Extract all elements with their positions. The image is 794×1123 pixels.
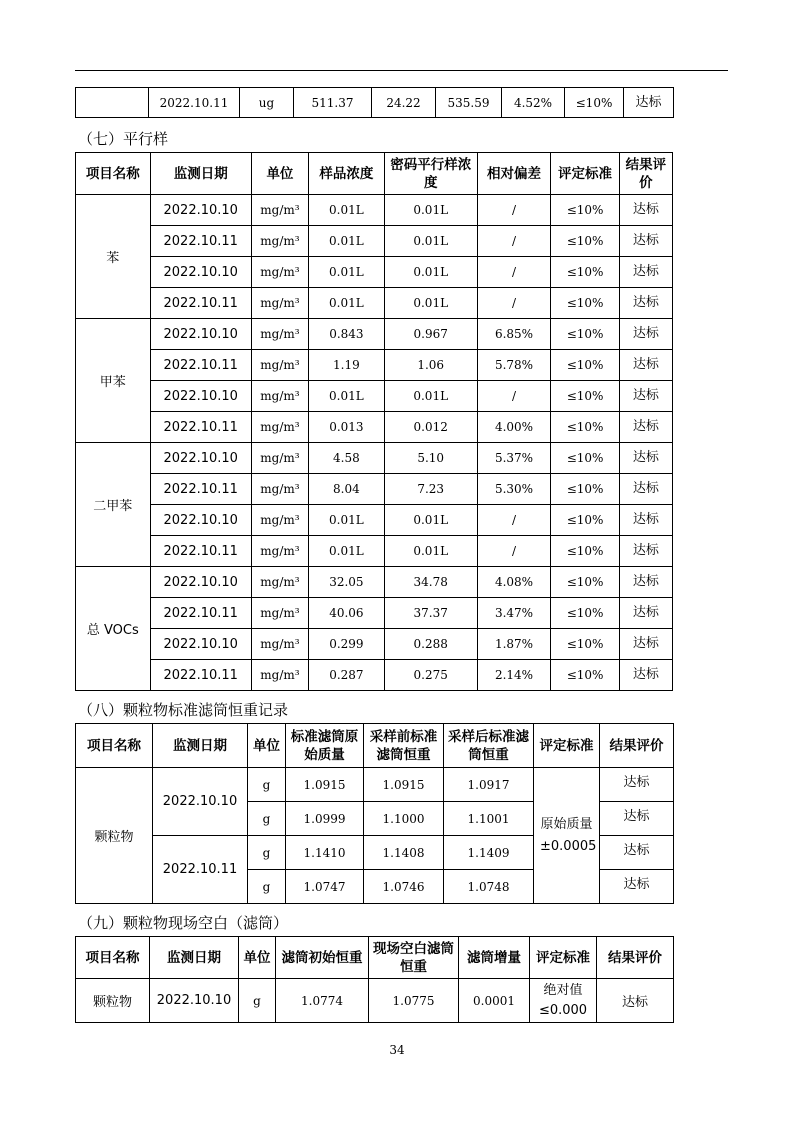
item-name-cell: 二甲苯 bbox=[76, 443, 151, 567]
date-cell: 2022.10.10 bbox=[150, 443, 251, 474]
value-cell: 1.06 bbox=[384, 350, 477, 381]
date-cell: 2022.10.10 bbox=[150, 381, 251, 412]
continued-table bbox=[75, 87, 674, 118]
value-cell: 0.01L bbox=[384, 195, 477, 226]
value-cell: 32.05 bbox=[309, 567, 385, 598]
standard-cell: ≤10% bbox=[551, 412, 619, 443]
date-cell: 2022.10.10 bbox=[150, 505, 251, 536]
standard-cell: ≤10% bbox=[551, 660, 619, 691]
value-cell: 1.0774 bbox=[276, 979, 369, 1023]
result-cell: 达标 bbox=[600, 836, 674, 870]
header-cell: 监测日期 bbox=[150, 153, 251, 195]
item-name-cell: 颗粒物 bbox=[76, 768, 153, 904]
deviation-cell: 6.85% bbox=[477, 319, 551, 350]
header-cell: 项目名称 bbox=[76, 937, 150, 979]
deviation-cell: 4.08% bbox=[477, 567, 551, 598]
table-row bbox=[76, 660, 673, 691]
standard-cell: ≤10% bbox=[551, 195, 619, 226]
date-cell: 2022.10.10 bbox=[150, 257, 251, 288]
header-cell: 评定标准 bbox=[534, 724, 600, 768]
header-cell: 样品浓度 bbox=[309, 153, 385, 195]
header-cell: 项目名称 bbox=[76, 153, 151, 195]
value-cell: 1.1410 bbox=[286, 836, 364, 870]
header-cell: 单位 bbox=[239, 937, 276, 979]
result-cell: 达标 bbox=[619, 381, 672, 412]
result-cell: 达标 bbox=[619, 226, 672, 257]
standard-cell: ≤10% bbox=[551, 226, 619, 257]
standard-cell: ≤10% bbox=[551, 629, 619, 660]
table-row bbox=[76, 536, 673, 567]
result-cell: 达标 bbox=[619, 350, 672, 381]
value-cell: 0.013 bbox=[309, 412, 385, 443]
value-cell: 535.59 bbox=[436, 88, 502, 118]
header-row bbox=[76, 724, 674, 768]
unit-cell: mg/m³ bbox=[251, 412, 308, 443]
unit-cell: mg/m³ bbox=[251, 381, 308, 412]
standard-cell: ≤10% bbox=[551, 350, 619, 381]
header-cell: 评定标准 bbox=[551, 153, 619, 195]
date-cell: 2022.10.11 bbox=[150, 536, 251, 567]
deviation-cell: / bbox=[477, 195, 551, 226]
value-cell: 1.19 bbox=[309, 350, 385, 381]
standard-cell: 原始质量±0.0005 bbox=[534, 768, 600, 904]
unit-cell: mg/m³ bbox=[251, 288, 308, 319]
deviation-cell: / bbox=[477, 505, 551, 536]
header-row bbox=[76, 153, 673, 195]
value-cell: 1.1409 bbox=[444, 836, 534, 870]
deviation-cell: 5.30% bbox=[477, 474, 551, 505]
standard-cell: ≤10% bbox=[551, 536, 619, 567]
result-cell: 达标 bbox=[619, 195, 672, 226]
standard-cell: 绝对值≤0.000 bbox=[530, 979, 597, 1023]
deviation-cell: 5.78% bbox=[477, 350, 551, 381]
result-cell: 达标 bbox=[619, 443, 672, 474]
result-cell: 达标 bbox=[619, 319, 672, 350]
value-cell: 1.1000 bbox=[364, 802, 444, 836]
table-row bbox=[76, 350, 673, 381]
table-row bbox=[76, 226, 673, 257]
table-row bbox=[76, 381, 673, 412]
table-row bbox=[76, 629, 673, 660]
standard-cell: ≤10% bbox=[551, 319, 619, 350]
deviation-cell: / bbox=[477, 226, 551, 257]
value-cell: 1.0747 bbox=[286, 870, 364, 904]
header-cell: 现场空白滤筒恒重 bbox=[369, 937, 459, 979]
value-cell: 0.275 bbox=[384, 660, 477, 691]
unit-cell: mg/m³ bbox=[251, 598, 308, 629]
table-row bbox=[76, 443, 673, 474]
table-row bbox=[76, 567, 673, 598]
unit-cell: g bbox=[248, 836, 286, 870]
date-cell: 2022.10.11 bbox=[150, 412, 251, 443]
item-name-cell: 总 VOCs bbox=[76, 567, 151, 691]
header-rule bbox=[75, 70, 728, 71]
result-cell: 达标 bbox=[619, 660, 672, 691]
result-cell: 达标 bbox=[619, 288, 672, 319]
header-cell: 单位 bbox=[251, 153, 308, 195]
value-cell: 0.0001 bbox=[459, 979, 530, 1023]
unit-cell: mg/m³ bbox=[251, 195, 308, 226]
table-row bbox=[76, 768, 674, 802]
deviation-cell: 2.14% bbox=[477, 660, 551, 691]
table-row bbox=[76, 319, 673, 350]
unit-cell: g bbox=[248, 870, 286, 904]
filter-weight-table bbox=[75, 723, 674, 904]
value-cell: 0.288 bbox=[384, 629, 477, 660]
value-cell: 0.01L bbox=[384, 226, 477, 257]
table-row bbox=[76, 288, 673, 319]
result-cell: 达标 bbox=[619, 536, 672, 567]
standard-cell: ≤10% bbox=[551, 598, 619, 629]
empty-cell bbox=[76, 88, 149, 118]
header-cell: 结果评价 bbox=[600, 724, 674, 768]
date-cell: 2022.10.10 bbox=[150, 979, 239, 1023]
section-title-filter-weight: （八）颗粒物标准滤筒恒重记录 bbox=[78, 701, 289, 719]
unit-cell: mg/m³ bbox=[251, 567, 308, 598]
standard-cell: ≤10% bbox=[551, 474, 619, 505]
unit-cell: mg/m³ bbox=[251, 226, 308, 257]
unit-cell: mg/m³ bbox=[251, 319, 308, 350]
value-cell: 4.58 bbox=[309, 443, 385, 474]
field-blank-table bbox=[75, 936, 674, 1023]
value-cell: 1.0917 bbox=[444, 768, 534, 802]
result-cell: 达标 bbox=[600, 768, 674, 802]
deviation-cell: 4.00% bbox=[477, 412, 551, 443]
value-cell: 24.22 bbox=[372, 88, 436, 118]
unit-cell: mg/m³ bbox=[251, 257, 308, 288]
date-cell: 2022.10.11 bbox=[150, 288, 251, 319]
deviation-cell: / bbox=[477, 257, 551, 288]
value-cell: 0.01L bbox=[309, 288, 385, 319]
value-cell: 1.0915 bbox=[364, 768, 444, 802]
date-cell: 2022.10.10 bbox=[150, 195, 251, 226]
value-cell: 1.1408 bbox=[364, 836, 444, 870]
date-cell: 2022.10.11 bbox=[150, 226, 251, 257]
unit-cell: mg/m³ bbox=[251, 629, 308, 660]
deviation-cell: 1.87% bbox=[477, 629, 551, 660]
table-row bbox=[76, 257, 673, 288]
standard-cell: ≤10% bbox=[551, 288, 619, 319]
section-title-parallel: （七）平行样 bbox=[78, 130, 169, 148]
table-row bbox=[76, 195, 673, 226]
result-cell: 达标 bbox=[597, 979, 674, 1023]
item-name-cell: 苯 bbox=[76, 195, 151, 319]
date-cell: 2022.10.10 bbox=[150, 629, 251, 660]
value-cell: 0.01L bbox=[309, 226, 385, 257]
value-cell: 0.01L bbox=[309, 536, 385, 567]
value-cell: 0.843 bbox=[309, 319, 385, 350]
header-cell: 监测日期 bbox=[153, 724, 248, 768]
standard-cell: ≤10% bbox=[551, 381, 619, 412]
date-cell: 2022.10.10 bbox=[150, 319, 251, 350]
header-cell: 滤筒增量 bbox=[459, 937, 530, 979]
header-cell: 项目名称 bbox=[76, 724, 153, 768]
deviation-cell: / bbox=[477, 536, 551, 567]
deviation-cell: / bbox=[477, 288, 551, 319]
standard-cell: ≤10% bbox=[551, 567, 619, 598]
value-cell: 0.01L bbox=[309, 257, 385, 288]
result-cell: 达标 bbox=[600, 802, 674, 836]
date-cell: 2022.10.10 bbox=[153, 768, 248, 836]
unit-cell: mg/m³ bbox=[251, 505, 308, 536]
value-cell: 8.04 bbox=[309, 474, 385, 505]
parallel-sample-table bbox=[75, 152, 673, 691]
header-cell: 结果评价 bbox=[597, 937, 674, 979]
deviation-cell: / bbox=[477, 381, 551, 412]
header-cell: 评定标准 bbox=[530, 937, 597, 979]
header-cell: 单位 bbox=[248, 724, 286, 768]
value-cell: 0.01L bbox=[309, 381, 385, 412]
value-cell: 0.012 bbox=[384, 412, 477, 443]
date-cell: 2022.10.11 bbox=[150, 474, 251, 505]
result-cell: 达标 bbox=[619, 567, 672, 598]
deviation-cell: 5.37% bbox=[477, 443, 551, 474]
unit-cell: g bbox=[239, 979, 276, 1023]
table-row bbox=[76, 598, 673, 629]
header-cell: 结果评价 bbox=[619, 153, 672, 195]
table-row bbox=[76, 474, 673, 505]
value-cell: 1.0999 bbox=[286, 802, 364, 836]
header-cell: 密码平行样浓度 bbox=[384, 153, 477, 195]
header-row bbox=[76, 937, 674, 979]
value-cell: 0.01L bbox=[309, 195, 385, 226]
unit-cell: mg/m³ bbox=[251, 443, 308, 474]
value-cell: 0.01L bbox=[384, 381, 477, 412]
page-number: 34 bbox=[389, 1043, 405, 1057]
standard-cell: ≤10% bbox=[551, 505, 619, 536]
value-cell: 34.78 bbox=[384, 567, 477, 598]
unit-cell: ug bbox=[240, 88, 294, 118]
value-cell: 511.37 bbox=[294, 88, 372, 118]
unit-cell: mg/m³ bbox=[251, 474, 308, 505]
value-cell: 0.01L bbox=[309, 505, 385, 536]
date-cell: 2022.10.11 bbox=[149, 88, 240, 118]
value-cell: 1.0775 bbox=[369, 979, 459, 1023]
date-cell: 2022.10.11 bbox=[150, 598, 251, 629]
standard-cell: ≤10% bbox=[565, 88, 624, 118]
result-cell: 达标 bbox=[619, 598, 672, 629]
table-row bbox=[76, 505, 673, 536]
section-title-field-blank: （九）颗粒物现场空白（滤筒） bbox=[78, 914, 289, 932]
date-cell: 2022.10.11 bbox=[150, 350, 251, 381]
date-cell: 2022.10.11 bbox=[150, 660, 251, 691]
item-name-cell: 颗粒物 bbox=[76, 979, 150, 1023]
value-cell: 40.06 bbox=[309, 598, 385, 629]
result-cell: 达标 bbox=[619, 505, 672, 536]
result-cell: 达标 bbox=[619, 474, 672, 505]
value-cell: 5.10 bbox=[384, 443, 477, 474]
header-cell: 采样后标准滤筒恒重 bbox=[444, 724, 534, 768]
result-cell: 达标 bbox=[619, 629, 672, 660]
value-cell: 0.967 bbox=[384, 319, 477, 350]
value-cell: 0.01L bbox=[384, 257, 477, 288]
standard-cell: ≤10% bbox=[551, 443, 619, 474]
value-cell: 7.23 bbox=[384, 474, 477, 505]
value-cell: 1.0746 bbox=[364, 870, 444, 904]
value-cell: 0.287 bbox=[309, 660, 385, 691]
table-row bbox=[76, 88, 674, 118]
unit-cell: g bbox=[248, 802, 286, 836]
header-cell: 监测日期 bbox=[150, 937, 239, 979]
value-cell: 1.1001 bbox=[444, 802, 534, 836]
result-cell: 达标 bbox=[619, 257, 672, 288]
result-cell: 达标 bbox=[600, 870, 674, 904]
value-cell: 0.01L bbox=[384, 288, 477, 319]
unit-cell: g bbox=[248, 768, 286, 802]
value-cell: 37.37 bbox=[384, 598, 477, 629]
value-cell: 1.0915 bbox=[286, 768, 364, 802]
header-cell: 采样前标准滤筒恒重 bbox=[364, 724, 444, 768]
unit-cell: mg/m³ bbox=[251, 660, 308, 691]
unit-cell: mg/m³ bbox=[251, 350, 308, 381]
header-cell: 相对偏差 bbox=[477, 153, 551, 195]
result-cell: 达标 bbox=[624, 88, 674, 118]
table-row bbox=[76, 979, 674, 1023]
value-cell: 0.01L bbox=[384, 505, 477, 536]
value-cell: 1.0748 bbox=[444, 870, 534, 904]
deviation-cell: 3.47% bbox=[477, 598, 551, 629]
date-cell: 2022.10.11 bbox=[153, 836, 248, 904]
result-cell: 达标 bbox=[619, 412, 672, 443]
header-cell: 滤筒初始恒重 bbox=[276, 937, 369, 979]
table-row bbox=[76, 412, 673, 443]
standard-cell: ≤10% bbox=[551, 257, 619, 288]
date-cell: 2022.10.10 bbox=[150, 567, 251, 598]
unit-cell: mg/m³ bbox=[251, 536, 308, 567]
value-cell: 0.299 bbox=[309, 629, 385, 660]
item-name-cell: 甲苯 bbox=[76, 319, 151, 443]
deviation-cell: 4.52% bbox=[502, 88, 565, 118]
value-cell: 0.01L bbox=[384, 536, 477, 567]
header-cell: 标准滤筒原始质量 bbox=[286, 724, 364, 768]
